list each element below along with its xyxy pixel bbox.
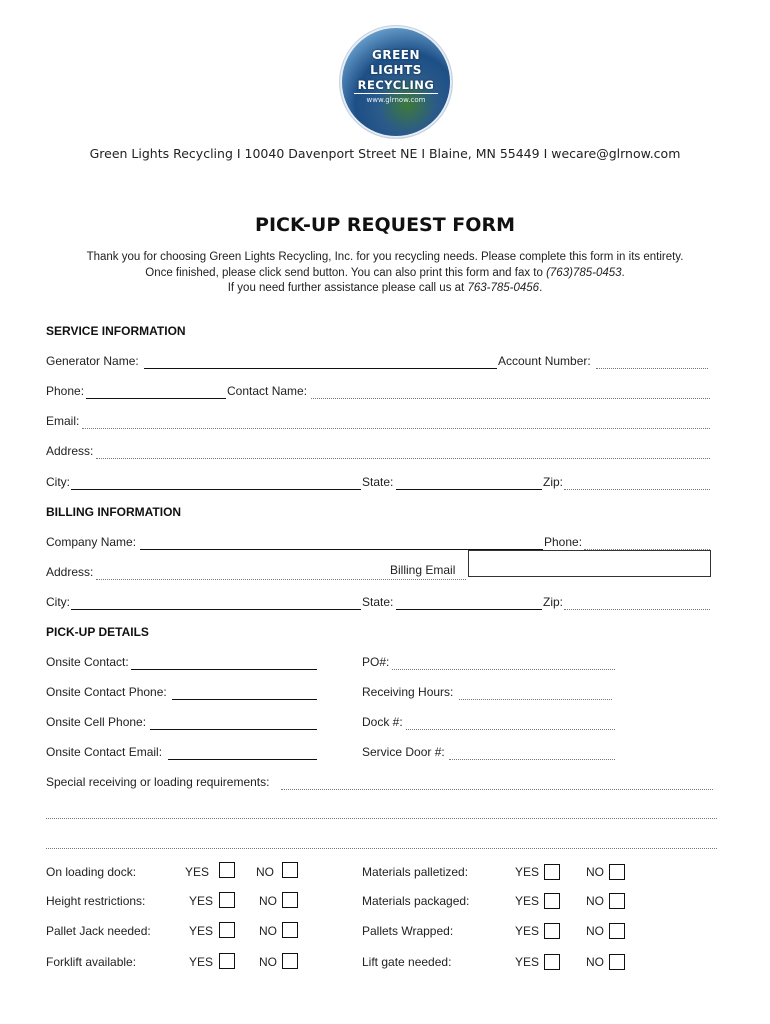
receiving-hours-field[interactable] [459,699,612,700]
company-address-line: Green Lights Recycling I 10040 Davenport Street NE I Blaine, MN 55449 I wecare@glrnow.com [89,146,681,161]
phone-number: 763-785-0456 [467,282,540,294]
materials-packaged-label: Materials packaged: [362,894,470,908]
yes-label: YES [515,865,540,879]
logo-url: www.glrnow.com [366,96,426,104]
state-field[interactable] [396,489,542,490]
form-title: PICK-UP REQUEST FORM [255,214,515,236]
materials-packaged-yes-checkbox[interactable] [544,893,560,909]
contact-name-label: Contact Name: [227,384,308,398]
city-field[interactable] [71,489,361,490]
address-label: Address: [46,444,94,458]
logo-text-green: GREEN [371,48,421,62]
billing-zip-field[interactable] [564,609,710,610]
forklift-available-label: Forklift available: [46,955,137,969]
service-door-field[interactable] [449,759,615,760]
lift-gate-needed-no-checkbox[interactable] [609,954,625,970]
yes-label: YES [189,894,214,908]
intro-line-2: Once finished, please click send button. You can also print this form and fax to (763)785-0453. [145,266,625,279]
yes-label: YES [189,955,214,969]
yes-label: YES [515,894,540,908]
pallets-wrapped-label: Pallets Wrapped: [362,924,454,938]
service-door-label: Service Door #: [362,745,445,759]
generator-name-field[interactable] [144,368,497,369]
address-field[interactable] [96,458,710,459]
account-number-field[interactable] [596,368,708,369]
pallet-jack-needed-no-checkbox[interactable] [282,922,298,938]
height-restrictions-no-checkbox[interactable] [282,892,298,908]
no-label: NO [259,894,277,908]
on-loading-dock-no-checkbox[interactable] [282,862,298,878]
on-loading-dock-yes-checkbox[interactable] [219,862,235,878]
account-number-label: Account Number: [498,354,591,368]
logo-text-lights: LIGHTS [370,63,422,77]
materials-palletized-label: Materials palletized: [362,865,469,879]
billing-email-label: Billing Email [390,563,456,577]
materials-palletized-no-checkbox[interactable] [609,864,625,880]
special-requirements-field-2[interactable] [46,818,717,819]
forklift-available-yes-checkbox[interactable] [219,953,235,969]
zip-label: Zip: [543,475,564,489]
dock-label: Dock #: [362,715,403,729]
height-restrictions-yes-checkbox[interactable] [219,892,235,908]
po-label: PO#: [362,655,390,669]
billing-information-heading: BILLING INFORMATION [46,505,182,519]
pallets-wrapped-no-checkbox[interactable] [609,923,625,939]
pallet-jack-needed-label: Pallet Jack needed: [46,924,151,938]
on-loading-dock-label: On loading dock: [46,865,137,879]
special-requirements-label: Special receiving or loading requirements: [46,775,270,789]
onsite-email-label: Onsite Contact Email: [46,745,163,759]
city-label: City: [46,475,70,489]
generator-name-label: Generator Name: [46,354,139,368]
lift-gate-needed-yes-checkbox[interactable] [544,954,560,970]
pallets-wrapped-yes-checkbox[interactable] [544,923,560,939]
company-name-label: Company Name: [46,535,137,549]
forklift-available-no-checkbox[interactable] [282,953,298,969]
pallet-jack-needed-yes-checkbox[interactable] [219,922,235,938]
email-label: Email: [46,414,80,428]
materials-palletized-yes-checkbox[interactable] [544,864,560,880]
intro-line-3: If you need further assistance please call us at 763-785-0456. [227,282,543,294]
state-label: State: [362,475,394,489]
receiving-hours-label: Receiving Hours: [362,685,454,699]
no-label: NO [586,924,604,938]
special-requirements-field-1[interactable] [281,789,713,790]
onsite-contact-label: Onsite Contact: [46,655,129,669]
onsite-phone-field[interactable] [172,699,317,700]
no-label: NO [586,894,604,908]
special-requirements-field-3[interactable] [46,848,717,849]
billing-state-field[interactable] [396,609,542,610]
phone-field[interactable] [86,398,226,399]
onsite-cell-field[interactable] [150,729,317,730]
billing-city-field[interactable] [71,609,361,610]
contact-name-field[interactable] [311,398,710,399]
email-field[interactable] [82,428,710,429]
no-label: NO [586,865,604,879]
dock-field[interactable] [406,729,615,730]
onsite-cell-label: Onsite Cell Phone: [46,715,147,729]
onsite-contact-field[interactable] [131,669,317,670]
billing-phone-label: Phone: [544,535,583,549]
intro-line-1: Thank you for choosing Green Lights Recycling, Inc. for you recycling needs. Please complete this form in its entirety. [86,251,684,263]
fax-number: (763)785-0453 [546,266,622,279]
onsite-phone-label: Onsite Contact Phone: [46,685,167,699]
billing-city-label: City: [46,595,70,609]
pickup-details-heading: PICK-UP DETAILS [46,625,149,639]
intro-text [0,250,770,297]
billing-zip-label: Zip: [543,595,564,609]
materials-packaged-no-checkbox[interactable] [609,893,625,909]
yes-label: YES [185,865,210,879]
height-restrictions-label: Height restrictions: [46,894,146,908]
po-field[interactable] [392,669,615,670]
billing-address-field[interactable] [96,579,466,580]
logo-divider [354,93,438,94]
billing-email-input[interactable] [468,550,711,577]
logo-text-recycling: RECYCLING [357,78,435,92]
no-label: NO [586,955,604,969]
no-label: NO [259,924,277,938]
zip-field[interactable] [564,489,710,490]
company-logo [340,26,452,138]
yes-label: YES [515,955,540,969]
lift-gate-needed-label: Lift gate needed: [362,955,452,969]
service-information-heading: SERVICE INFORMATION [46,324,186,338]
phone-label: Phone: [46,384,85,398]
onsite-email-field[interactable] [168,759,317,760]
yes-label: YES [189,924,214,938]
no-label: NO [256,865,274,879]
yes-label: YES [515,924,540,938]
billing-state-label: State: [362,595,394,609]
no-label: NO [259,955,277,969]
billing-address-label: Address: [46,565,94,579]
